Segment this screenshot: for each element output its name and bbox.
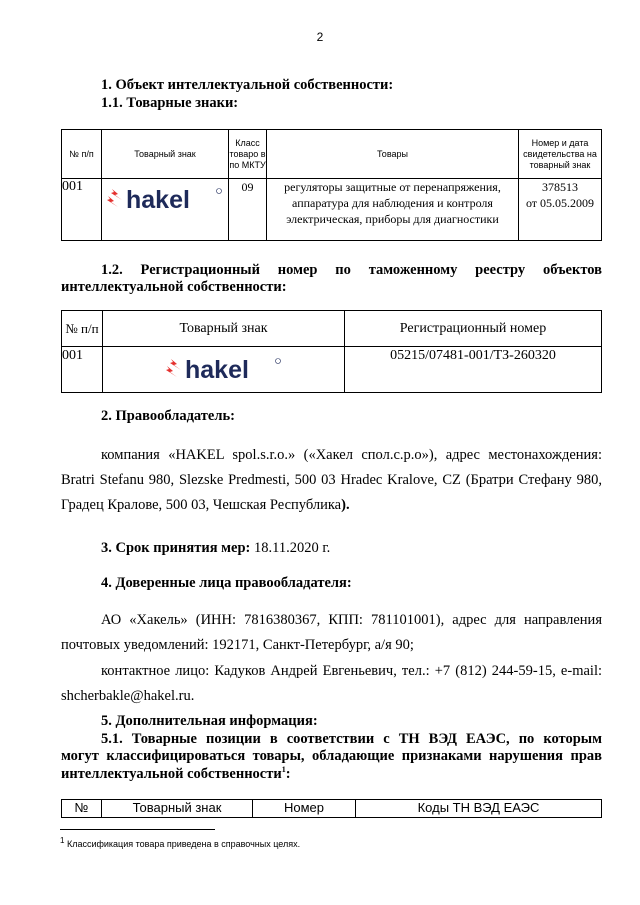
col-mark-header: Товарный знак bbox=[102, 800, 253, 818]
customs-codes-header bbox=[62, 800, 602, 818]
col-class-header: Класс товаро в по МКТУ bbox=[229, 130, 267, 179]
col-number-header: Номер bbox=[253, 800, 356, 818]
col-codes-header: Коды ТН ВЭД ЕАЭС bbox=[356, 800, 602, 818]
rightholder-tail: ). bbox=[341, 497, 350, 513]
row-goods: регуляторы защитные от перенапряжения, аппаратура для наблюдения и контроля электрическая, приборы для диагностики bbox=[267, 179, 519, 241]
cert-number: 378513 bbox=[542, 180, 578, 194]
section-5-1-line1: 5.1. Товарные позиции в соответствии с ТН ВЭД ЕАЭС, по которым bbox=[101, 731, 602, 747]
col-mark-header: Товарный знак bbox=[102, 130, 229, 179]
registration-table bbox=[61, 310, 602, 393]
section-1-1-title: 1.1. Товарные знаки: bbox=[101, 95, 239, 111]
representative-text: АО «Хакель» (ИНН: 7816380367, КПП: 781101001), адрес для направления почтовых уведомлений: 192171, Санкт-Петербург, а/я 90; bbox=[61, 612, 602, 653]
section-3 bbox=[101, 540, 330, 557]
section-5-1-colon: : bbox=[285, 765, 291, 782]
section-5-1-line3 bbox=[61, 765, 291, 783]
registration-table-header bbox=[62, 311, 602, 347]
col-goods-header: Товары bbox=[267, 130, 519, 179]
footnote-separator bbox=[60, 829, 215, 830]
page-number: 2 bbox=[316, 30, 324, 44]
trademark-table-header bbox=[62, 130, 602, 179]
section-5-title: 5. Дополнительная информация: bbox=[101, 713, 318, 729]
section-3-value: 18.11.2020 г. bbox=[250, 540, 331, 556]
footnote-text: Классификация товара приведена в справочных целях. bbox=[64, 839, 301, 849]
section-1-2-line1: 1.2. Регистрационный номер по таможенному реестру объектов bbox=[101, 262, 602, 278]
section-5-1-line3-text: интеллектуальной собственности bbox=[61, 765, 282, 782]
section-3-label: 3. Срок принятия мер: bbox=[101, 540, 251, 556]
table-row bbox=[62, 347, 602, 393]
row-reg-number: 05215/07481-001/ТЗ-260320 bbox=[345, 347, 602, 393]
table-row bbox=[62, 179, 602, 241]
footnote bbox=[60, 836, 300, 849]
section-5-1-line2: могут классифицироваться товары, обладающие признаками нарушения прав bbox=[61, 748, 602, 764]
logo-wordmark: hakel bbox=[126, 186, 190, 213]
hakel-logo bbox=[165, 355, 283, 383]
col-mark-header: Товарный знак bbox=[103, 311, 345, 347]
contact-text: контактное лицо: Кадуков Андрей Евгеньевич, тел.: +7 (812) 244-59-15, e-mail: shcherbakle@hakel.ru. bbox=[61, 663, 602, 704]
trademark-table bbox=[61, 129, 602, 241]
col-num-header: № п/п bbox=[62, 130, 102, 179]
row-class: 09 bbox=[229, 179, 267, 241]
section-2-title: 2. Правообладатель: bbox=[101, 408, 235, 424]
hakel-logo bbox=[106, 185, 224, 213]
cert-date: от 05.05.2009 bbox=[525, 196, 595, 210]
trademark-logo-cell bbox=[103, 347, 345, 393]
footnote-number: 1 bbox=[60, 836, 65, 845]
col-num-header: № bbox=[62, 800, 102, 818]
trademark-logo-cell bbox=[102, 179, 229, 241]
section-1-2-line2: интеллектуальной собственности: bbox=[61, 279, 287, 295]
col-num-header: № п/п bbox=[62, 311, 103, 347]
col-reg-header: Регистрационный номер bbox=[345, 311, 602, 347]
row-num: 001 bbox=[62, 179, 102, 241]
footnote-ref: 1 bbox=[281, 765, 286, 774]
customs-codes-table bbox=[61, 799, 602, 818]
logo-wordmark: hakel bbox=[184, 356, 249, 383]
section-1-title: 1. Объект интеллектуальной собственности: bbox=[101, 77, 394, 93]
row-num: 001 bbox=[62, 347, 103, 393]
section-4-title: 4. Доверенные лица правообладателя: bbox=[101, 575, 352, 591]
rightholder-body: компания «HAKEL spol.s.r.o.» («Хакел спол.с.р.о»), адрес местонахождения: Bratri Stefanu 980, Slezske Predmesti, 500 03 Hradec Kralove, CZ (Братри Стефану 980, Градец Кралове, 500 03, Чешская Республика bbox=[61, 447, 602, 513]
col-cert-header: Номер и дата свидетельства на товарный знак bbox=[519, 130, 602, 179]
row-cert bbox=[519, 179, 602, 241]
rightholder-text bbox=[61, 443, 602, 518]
